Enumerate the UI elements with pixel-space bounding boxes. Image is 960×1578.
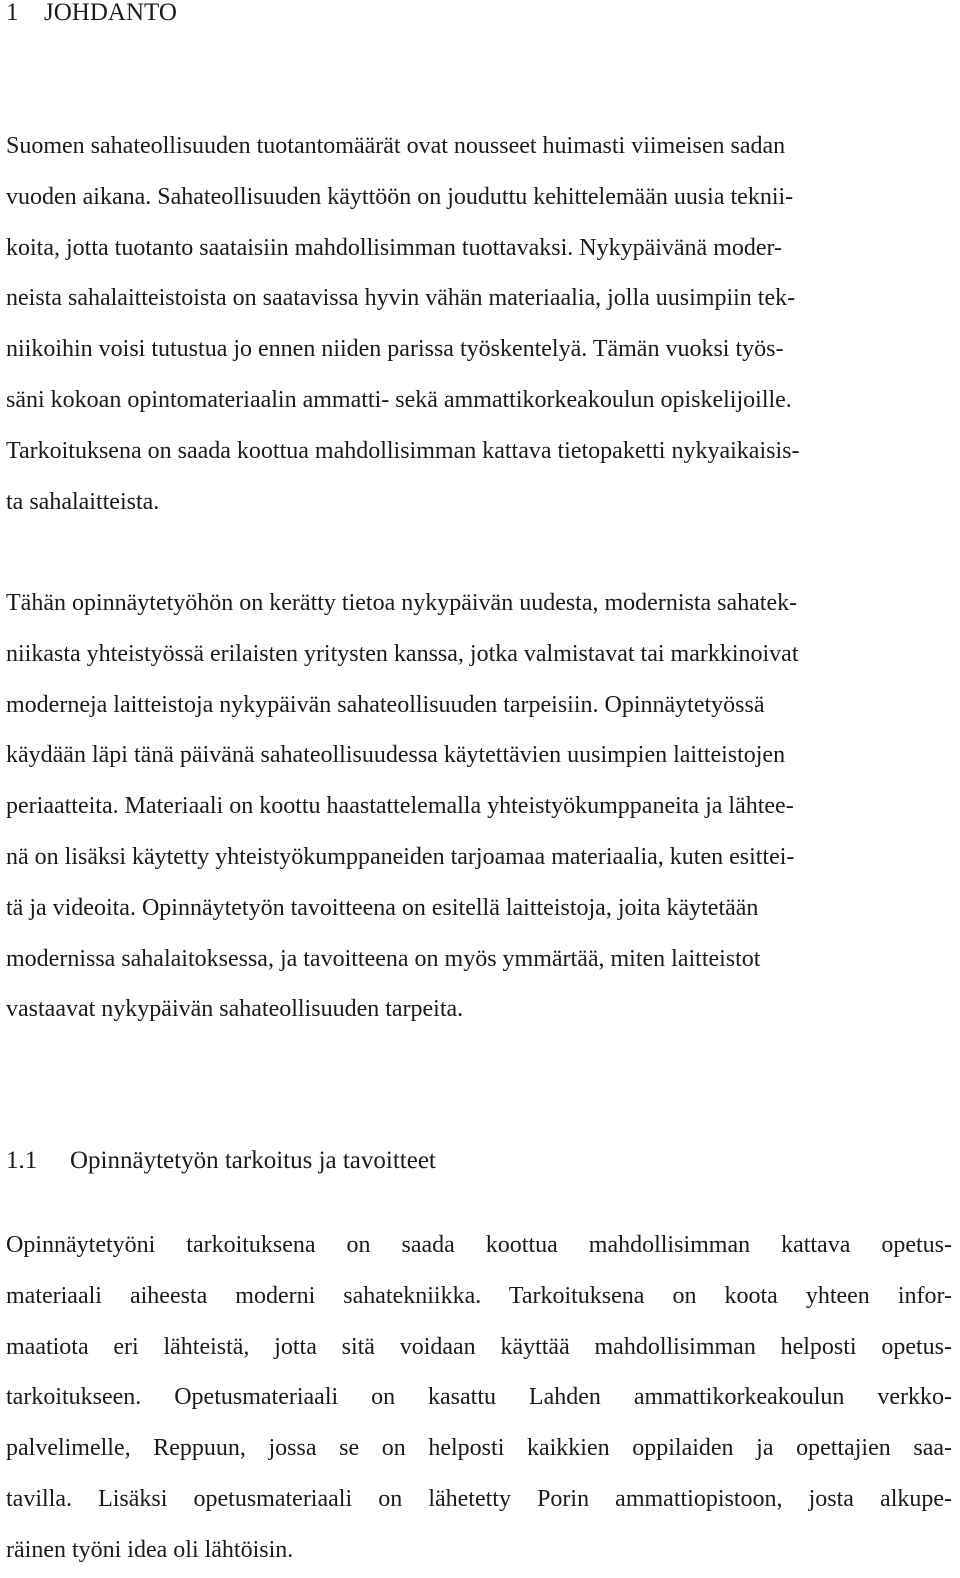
text-line: räinen työni idea oli lähtöisin. <box>6 1536 294 1563</box>
text-line: palvelimelle, Reppuun, jossa se on helposti kaikkien oppilaiden ja opettajien saa- <box>6 1435 952 1462</box>
paragraph-purpose <box>6 1220 952 1576</box>
text-line: tavilla. Lisäksi opetusmateriaali on lähetetty Porin ammattiopistoon, josta alkupe- <box>6 1485 952 1512</box>
text-line: maatiota eri lähteistä, jotta sitä voidaan käyttää mahdollisimman helposti opetus- <box>6 1333 952 1360</box>
text-line: tarkoitukseen. Opetusmateriaali on kasattu Lahden ammattikorkeakoulun verkko- <box>6 1384 952 1411</box>
text-line: niikoihin voisi tutustua jo ennen niiden parissa työskentelyä. Tämän vuoksi työs- <box>6 336 784 363</box>
section-number: 1.1 <box>6 1147 38 1174</box>
section-heading-1-1 <box>6 1136 436 1187</box>
text-line: modernissa sahalaitoksessa, ja tavoitteena on myös ymmärtää, miten laitteistot <box>6 945 761 972</box>
paragraph-intro <box>6 121 952 527</box>
section-heading-1 <box>6 0 177 39</box>
text-line: käydään läpi tänä päivänä sahateollisuudessa käytettävien uusimpien laitteistojen <box>6 742 786 769</box>
section-title: JOHDANTO <box>44 0 177 26</box>
text-line: materiaali aiheesta moderni sahatekniikka. Tarkoituksena on koota yhteen infor- <box>6 1282 952 1309</box>
text-line: nä on lisäksi käytetty yhteistyökumppaneiden tarjoamaa materiaalia, kuten esittei- <box>6 843 795 870</box>
text-line: Opinnäytetyöni tarkoituksena on saada koottua mahdollisimman kattava opetus- <box>6 1232 952 1258</box>
text-line: Tähän opinnäytetyöhön on kerätty tietoa nykypäivän uudesta, modernista sahatek- <box>6 590 798 616</box>
section-number: 1 <box>6 0 19 26</box>
paragraph-methods <box>6 578 952 1035</box>
text-line: Suomen sahateollisuuden tuotantomäärät ovat nousseet huimasti viimeisen sadan <box>6 133 786 159</box>
section-title: Opinnäytetyön tarkoitus ja tavoitteet <box>70 1147 436 1174</box>
text-line: moderneja laitteistoja nykypäivän sahateollisuuden tarpeisiin. Opinnäytetyössä <box>6 691 765 718</box>
text-line: neista sahalaitteistoista on saatavissa hyvin vähän materiaalia, jolla uusimpiin tek- <box>6 285 796 312</box>
text-line: ta sahalaitteista. <box>6 488 160 515</box>
text-line: vuoden aikana. Sahateollisuuden käyttöön on jouduttu kehittelemään uusia teknii- <box>6 183 794 210</box>
text-line: tä ja videoita. Opinnäytetyön tavoitteena on esitellä laitteistoja, joita käytetään <box>6 894 759 921</box>
text-line: säni kokoan opintomateriaalin ammatti- sekä ammattikorkeakoulun opiskelijoille. <box>6 386 792 413</box>
text-line: periaatteita. Materiaali on koottu haastattelemalla yhteistyökumppaneita ja lähtee- <box>6 793 794 820</box>
text-line: vastaavat nykypäivän sahateollisuuden tarpeita. <box>6 996 464 1023</box>
text-line: Tarkoituksena on saada koottua mahdollisimman kattava tietopaketti nykyaikaisis- <box>6 437 800 464</box>
text-line: koita, jotta tuotanto saataisiin mahdollisimman tuottavaksi. Nykypäivänä moder- <box>6 234 783 261</box>
text-line: niikasta yhteistyössä erilaisten yritysten kanssa, jotka valmistavat tai markkinoivat <box>6 640 799 667</box>
